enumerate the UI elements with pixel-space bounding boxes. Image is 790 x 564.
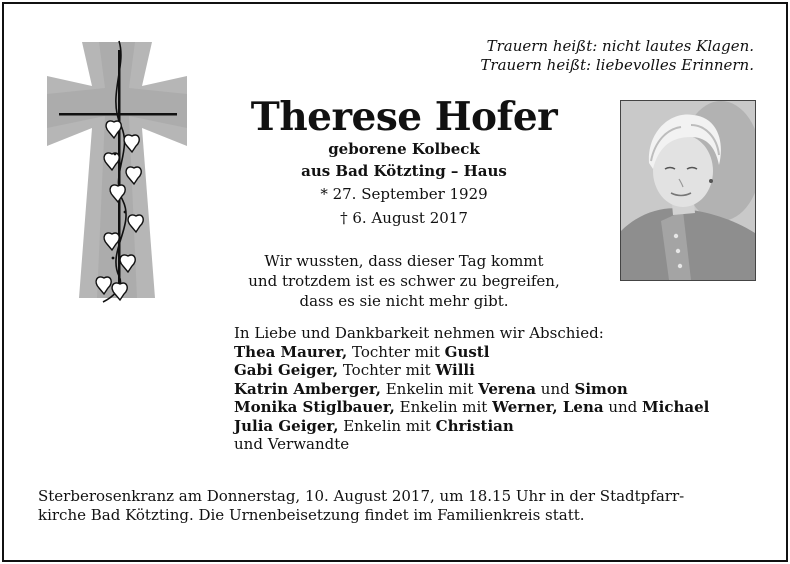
mourner-child: Verena <box>478 379 537 398</box>
motto-line: Trauern heißt: liebevolles Erinnern. <box>480 56 754 74</box>
mourner-partner: Willi <box>435 361 475 379</box>
mourner-line <box>234 398 774 417</box>
motto-line: Trauern heißt: nicht lautes Klagen. <box>486 37 754 55</box>
deceased-details <box>224 138 584 230</box>
mourners-section <box>234 324 774 454</box>
mourner-partner: Christian <box>435 416 514 435</box>
portrait-image <box>621 101 755 280</box>
mourner-conjunction: und <box>603 398 643 416</box>
memorial-quote <box>214 251 594 311</box>
mourner-child: Michael <box>642 398 710 416</box>
mourner-name: Katrin Amberger, <box>234 379 381 398</box>
mourner-line <box>234 361 774 380</box>
mourner-relation: Tochter mit <box>347 342 445 361</box>
mourner-partner: Gustl <box>444 342 490 361</box>
quote-line: und trotzdem ist es schwer zu begreifen, <box>248 272 560 290</box>
obituary-notice <box>2 2 788 562</box>
quote-line: dass es sie nicht mehr gibt. <box>299 292 509 310</box>
mourner-relation: Tochter mit <box>338 361 436 379</box>
service-info <box>38 487 758 525</box>
farewell-intro: In Liebe und Dankbarkeit nehmen wir Abschied: <box>234 324 604 342</box>
mourner-relation: Enkelin mit <box>394 398 493 416</box>
maiden-name: geborene Kolbeck <box>328 140 480 158</box>
mourner-relation: Enkelin mit <box>380 379 479 398</box>
mourner-name: Gabi Geiger, <box>234 361 339 379</box>
mourner-line <box>234 380 774 399</box>
mourner-line <box>234 343 774 362</box>
deceased-name: Therese Hofer <box>250 94 558 140</box>
service-info-line: kirche Bad Kötzting. Die Urnenbeisetzung findet im Familienkreis statt. <box>38 506 585 524</box>
death-date: † 6. August 2017 <box>340 209 468 227</box>
motto <box>384 37 754 75</box>
mourner-name: Julia Geiger, <box>234 416 339 435</box>
origin: aus Bad Kötzting – Haus <box>301 162 507 180</box>
mourner-name: Monika Stiglbauer, <box>234 398 395 416</box>
mourner-child: Simon <box>574 379 628 398</box>
cross-with-ivy-illustration <box>37 36 197 311</box>
mourner-relation: Enkelin mit <box>338 416 436 435</box>
quote-line: Wir wussten, dass dieser Tag kommt <box>264 252 544 270</box>
farewell-closing: und Verwandte <box>234 435 350 453</box>
birth-date: * 27. September 1929 <box>320 185 488 203</box>
mourner-child: Werner, Lena <box>492 398 604 416</box>
portrait-photo <box>620 100 756 281</box>
mourner-line <box>234 417 774 436</box>
service-info-line: Sterberosenkranz am Donnerstag, 10. August 2017, um 18.15 Uhr in der Stadtpfarr- <box>38 487 685 505</box>
mourner-name: Thea Maurer, <box>234 342 348 361</box>
mourner-conjunction: und <box>536 379 575 398</box>
